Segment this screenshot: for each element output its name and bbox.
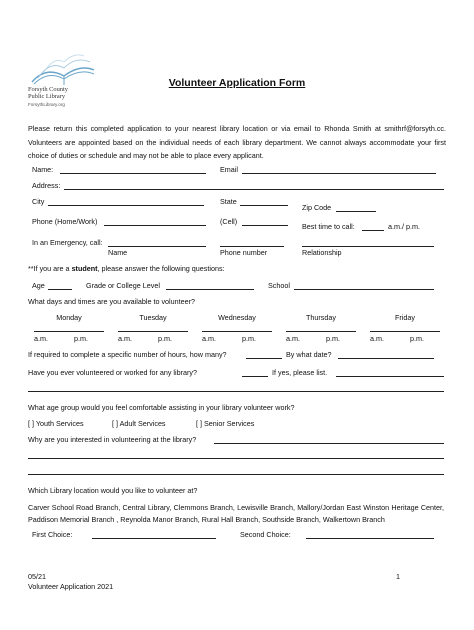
volunteered-question: Have you ever volunteered or worked for any library? xyxy=(28,368,197,377)
city-label: City xyxy=(32,197,45,206)
ampm-label: a.m./ p.m. xyxy=(388,222,420,231)
friday-field[interactable] xyxy=(370,331,440,332)
emergency-phone-caption: Phone number xyxy=(220,248,268,257)
logo-line-2: Public Library xyxy=(28,93,66,100)
zip-label: Zip Code xyxy=(302,203,332,212)
day-wednesday: Wednesday xyxy=(218,313,256,322)
cell-label: (Cell) xyxy=(220,217,238,226)
state-field[interactable] xyxy=(240,205,288,206)
tuesday-field[interactable] xyxy=(118,331,188,332)
school-label: School xyxy=(268,281,290,290)
interest-line-3[interactable] xyxy=(28,474,444,475)
logo-url: ForsythLibrary.org xyxy=(28,102,65,107)
day-friday: Friday xyxy=(395,313,415,322)
hours-question: If required to complete a specific number of hours, how many? xyxy=(28,350,227,359)
thursday-field[interactable] xyxy=(286,331,356,332)
monday-pm: p.m. xyxy=(74,334,88,343)
age-group-question: What age group would you feel comfortable assisting in your library volunteer work? xyxy=(28,403,295,412)
emergency-name-caption: Name xyxy=(108,248,128,257)
address-label: Address: xyxy=(32,181,61,190)
second-choice-label: Second Choice: xyxy=(240,530,291,539)
volunteered-field[interactable] xyxy=(242,376,268,377)
volunteered-extra-line[interactable] xyxy=(28,391,444,392)
emergency-name-field[interactable] xyxy=(108,246,206,247)
age-label: Age xyxy=(32,281,45,290)
emergency-phone-field[interactable] xyxy=(220,246,284,247)
interest-line-2[interactable] xyxy=(28,458,444,459)
email-label: Email xyxy=(220,165,238,174)
emergency-relationship-caption: Relationship xyxy=(302,248,342,257)
footer-page-number: 1 xyxy=(396,572,400,581)
name-field[interactable] xyxy=(60,173,206,174)
friday-pm: p.m. xyxy=(410,334,424,343)
interest-field[interactable] xyxy=(214,443,444,444)
wednesday-pm: p.m. xyxy=(242,334,256,343)
name-label: Name: xyxy=(32,165,54,174)
thursday-am: a.m. xyxy=(286,334,300,343)
monday-field[interactable] xyxy=(34,331,104,332)
email-field[interactable] xyxy=(242,173,436,174)
phone-home-label: Phone (Home/Work) xyxy=(32,217,98,226)
wednesday-am: a.m. xyxy=(202,334,216,343)
by-what-date-label: By what date? xyxy=(286,350,332,359)
friday-am: a.m. xyxy=(370,334,384,343)
footer-date: 05/21 xyxy=(28,572,46,581)
youth-services-checkbox[interactable]: [ ] Youth Services xyxy=(28,419,84,428)
day-monday: Monday xyxy=(56,313,82,322)
tuesday-pm: p.m. xyxy=(158,334,172,343)
if-yes-field[interactable] xyxy=(336,376,444,377)
hours-field[interactable] xyxy=(246,358,282,359)
page-title: Volunteer Application Form xyxy=(168,77,306,89)
school-field[interactable] xyxy=(294,289,434,290)
first-choice-field[interactable] xyxy=(92,538,216,539)
tuesday-am: a.m. xyxy=(118,334,132,343)
interest-question: Why are you interested in volunteering at the library? xyxy=(28,435,197,444)
branch-list: Carver School Road Branch, Central Library, Clemmons Branch, Lewisville Branch, Mallory/Jordan East Winston Heritage Center, Paddison Memorial Branch , Reynolda Manor Branch, Rural Hall Branch, Southside Branch, Walkertown Branch xyxy=(28,503,444,524)
day-thursday: Thursday xyxy=(306,313,336,322)
grade-label: Grade or College Level xyxy=(86,281,160,290)
emergency-label: In an Emergency, call: xyxy=(32,238,103,247)
day-tuesday: Tuesday xyxy=(139,313,167,322)
emergency-relationship-field[interactable] xyxy=(302,246,434,247)
monday-am: a.m. xyxy=(34,334,48,343)
zip-field[interactable] xyxy=(336,211,376,212)
location-question: Which Library location would you like to volunteer at? xyxy=(28,486,198,495)
best-time-label: Best time to call: xyxy=(302,222,355,231)
state-label: State xyxy=(220,197,237,206)
adult-services-checkbox[interactable]: [ ] Adult Services xyxy=(112,419,166,428)
logo-line-1: Forsyth County xyxy=(28,86,68,93)
best-time-field[interactable] xyxy=(362,230,384,231)
footer-label: Volunteer Application 2021 xyxy=(28,582,114,591)
address-field[interactable] xyxy=(64,189,444,190)
by-what-date-field[interactable] xyxy=(338,358,434,359)
intro-paragraph: Please return this completed application to your nearest library location or via email to Rhonda Smith at smithrf@forsyth.cc. Volunteers are appointed based on the individual needs of each library department. We cannot always accommodate your first choice of duties or schedule and may not be able to place every applicant. xyxy=(28,124,446,160)
student-heading: **If you are a student, please answer the following questions: xyxy=(28,264,225,273)
availability-question: What days and times are you available to volunteer? xyxy=(28,297,196,306)
cell-field[interactable] xyxy=(242,225,288,226)
if-yes-label: If yes, please list. xyxy=(272,368,328,377)
grade-field[interactable] xyxy=(166,289,254,290)
wednesday-field[interactable] xyxy=(202,331,272,332)
second-choice-field[interactable] xyxy=(306,538,434,539)
phone-home-field[interactable] xyxy=(104,225,206,226)
first-choice-label: First Choice: xyxy=(32,530,73,539)
thursday-pm: p.m. xyxy=(326,334,340,343)
city-field[interactable] xyxy=(48,205,204,206)
senior-services-checkbox[interactable]: [ ] Senior Services xyxy=(196,419,255,428)
age-field[interactable] xyxy=(48,289,72,290)
